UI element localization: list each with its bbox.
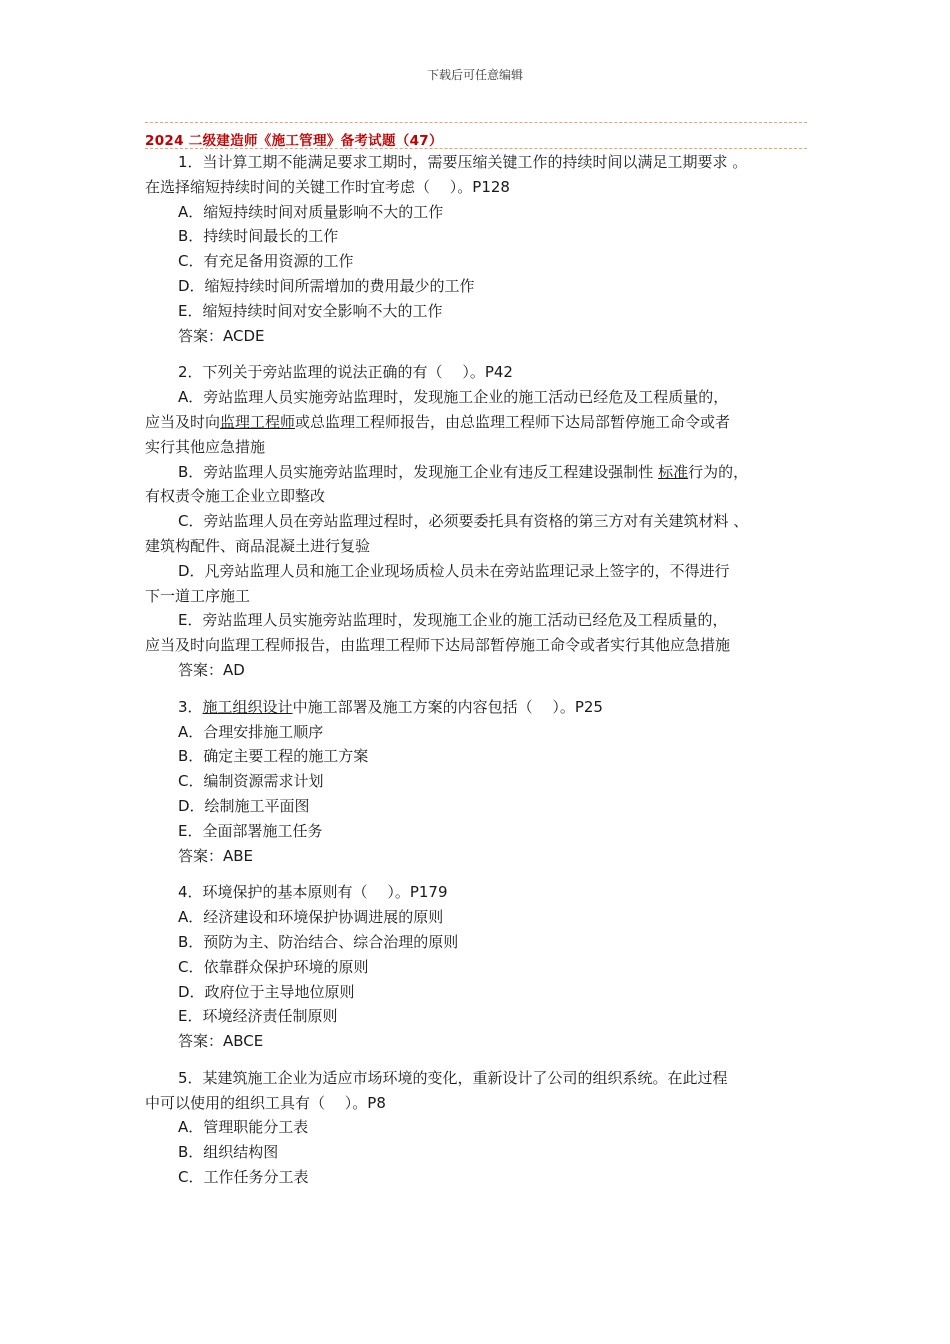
option-a: A．合理安排施工顺序 [178, 722, 324, 741]
divider-bottom [145, 148, 807, 149]
question-stem: 2．下列关于旁站监理的说法正确的有（ ）。P42 [178, 363, 513, 382]
option-c: C．依靠群众保护环境的原则 [178, 957, 369, 976]
question-stem-cont: 在选择缩短持续时间的关键工作时宜考虑（ ）。P128 [145, 177, 510, 196]
option-b: B．持续时间最长的工作 [178, 227, 339, 246]
question-stem-cont: 中可以使用的组织工具有（ ）。P8 [145, 1093, 386, 1112]
link-standard[interactable]: 标准 [658, 462, 689, 481]
option-c: C．旁站监理人员在旁站监理过程时，必须要委托具有资格的第三方对有关建筑材料 、 [178, 512, 749, 531]
option-e: E．全面部署施工任务 [178, 821, 323, 840]
option-c: C．有充足备用资源的工作 [178, 252, 354, 271]
option-a-cont: 实行其他应急措施 [145, 437, 266, 456]
text: 应当及时向 [145, 412, 221, 431]
question-stem: 5．某建筑施工企业为适应市场环境的变化，重新设计了公司的组织系统。在此过程 [178, 1068, 728, 1087]
option-d-cont: 下一道工序施工 [145, 586, 251, 605]
option-a: A．经济建设和环境保护协调进展的原则 [178, 908, 444, 927]
option-e: E．缩短持续时间对安全影响不大的工作 [178, 301, 443, 320]
option-d: D．缩短持续时间所需增加的费用最少的工作 [178, 276, 475, 295]
text: 行为的， [688, 462, 749, 481]
option-b: B．预防为主、防治结合、综合治理的原则 [178, 932, 459, 951]
text: B．旁站监理人员实施旁站监理时，发现施工企业有违反工程建设强制性 [178, 462, 659, 481]
option-b: B．组织结构图 [178, 1143, 279, 1162]
option-b-cont: 有权责令施工企业立即整改 [145, 487, 326, 506]
option-d: D．绘制施工平面图 [178, 796, 310, 815]
option-e-cont: 应当及时向监理工程师报告，由监理工程师下达局部暂停施工命令或者实行其他应急措施 [145, 636, 731, 655]
question-4 [145, 880, 820, 1054]
option-d: D．凡旁站监理人员和施工企业现场质检人员未在旁站监理记录上签字的，不得进行 [178, 561, 730, 580]
answer: 答案：ACDE [178, 326, 265, 345]
option-e: E．环境经济责任制原则 [178, 1007, 338, 1026]
text: 或总监理工程师报告，由总监理工程师下达局部暂停施工命令或者 [295, 412, 731, 431]
answer: 答案：ABE [178, 846, 254, 865]
option-e: E．旁站监理人员实施旁站监理时，发现施工企业的施工活动已经危及工程质量的， [178, 611, 728, 630]
question-3 [145, 695, 820, 869]
question-stem [145, 695, 820, 720]
answer: 答案：ABCE [178, 1032, 264, 1051]
answer: 答案：AD [178, 660, 245, 679]
text: 3． [178, 697, 203, 716]
option-a: A．缩短持续时间对质量影响不大的工作 [178, 202, 444, 221]
question-5 [145, 1066, 820, 1190]
question-list [145, 150, 820, 1202]
option-d: D．政府位于主导地位原则 [178, 982, 355, 1001]
option-a: A．旁站监理人员实施旁站监理时，发现施工企业的施工活动已经危及工程质量的， [178, 388, 729, 407]
question-1 [145, 150, 820, 348]
question-stem: 4．环境保护的基本原则有（ ）。P179 [178, 883, 448, 902]
option-a: A．管理职能分工表 [178, 1118, 309, 1137]
option-c-cont: 建筑构配件、商品混凝土进行复验 [145, 536, 371, 555]
header-note: 下载后可任意编辑 [426, 68, 523, 82]
text: 中施工部署及施工方案的内容包括（ ）。P25 [292, 697, 603, 716]
link-supervising-engineer[interactable]: 监理工程师 [220, 412, 296, 431]
option-b [145, 460, 820, 485]
option-c: C．编制资源需求计划 [178, 772, 324, 791]
option-a-cont [145, 410, 820, 435]
divider-top [145, 122, 807, 123]
question-stem: 1．当计算工期不能满足要求工期时，需要压缩关键工作的持续时间以满足工期要求 。 [178, 153, 748, 171]
option-c: C．工作任务分工表 [178, 1168, 309, 1187]
question-2 [145, 360, 820, 682]
link-construction-design[interactable]: 施工组织设计 [202, 697, 293, 716]
document-title: 2024 二级建造师《施工管理》备考试题（47） [145, 133, 443, 149]
option-b: B．确定主要工程的施工方案 [178, 747, 369, 766]
